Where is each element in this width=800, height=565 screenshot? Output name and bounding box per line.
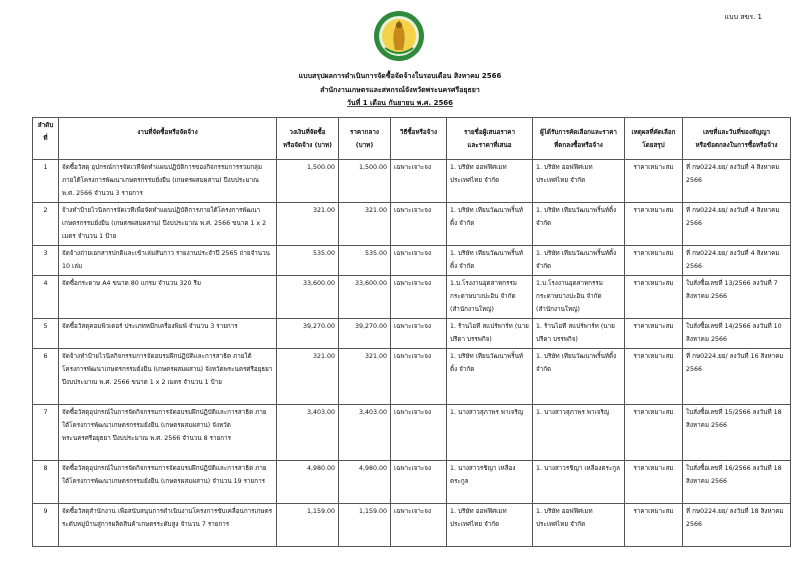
table-row [33,319,791,349]
row-contract: ที่ กษ0224.ยย/ ลงวันที่ 4 สิงหาคม 2566 [683,203,791,246]
row-median: 3,403.00 [339,405,391,461]
col-contract-header: เลขที่และวันที่ของสัญญา หรือข้อตกลงในการซื้อหรือจ้าง [683,118,791,160]
table-row [33,461,791,504]
row-budget: 4,980.00 [277,461,339,504]
row-no: 6 [33,349,59,405]
table-row [33,504,791,547]
row-no: 5 [33,319,59,349]
col-method-header: วิธีซื้อหรือจ้าง [391,118,447,160]
row-method: เฉพาะเจาะจง [391,504,447,547]
row-method: เฉพาะเจาะจง [391,319,447,349]
col-reason-header: เหตุผลที่คัดเลือก โดยสรุป [625,118,683,160]
row-budget: 321.00 [277,349,339,405]
row-contract: ที่ กษ0224.ยย/ ลงวันที่ 4 สิงหาคม 2566 [683,160,791,203]
row-median: 535.00 [339,246,391,276]
row-contract: ที่ กษ0224.ยย/ ลงวันที่ 4 สิงหาคม 2566 [683,246,791,276]
row-no: 2 [33,203,59,246]
row-winner: 1. บริษัท เทียนวัฒนาพริ้นท์ติ้ง จำกัด [533,246,625,276]
row-median: 321.00 [339,349,391,405]
row-item: จัดซื้อวัสดุสำนักงาน เพื่อสนับสนุนการดำเนินงานโครงการขับเคลื่อนการเกษตรระดับหมู่บ้านสู่การผลิตสินค้าเกษตรระดับสูง จำนวน 7 รายการ [59,504,277,547]
table-row [33,160,791,203]
table-row [33,203,791,246]
row-bidder: 1. บริษัท ออฟฟิศเมท ประเทศไทย จำกัด [447,504,533,547]
row-method: เฉพาะเจาะจง [391,461,447,504]
row-item: จัดซื้อกระดาษ A4 ขนาด 80 แกรม จำนวน 320 รีม [59,276,277,319]
table-row [33,276,791,319]
row-method: เฉพาะเจาะจง [391,203,447,246]
procurement-table [32,117,791,547]
row-no: 7 [33,405,59,461]
report-date: วันที่ 1 เดือน กันยายน พ.ศ. 2566 [346,99,454,107]
table-row [33,246,791,276]
row-winner: 1. นางสาวรชิญา เหลืองตระกูล [533,461,625,504]
col-median-header: ราคากลาง (บาท) [339,118,391,160]
row-bidder: 1. บริษัท เทียนวัฒนาพริ้นท์ติ้ง จำกัด [447,349,533,405]
row-winner: 1. บริษัท ออฟฟิศเมท ประเทศไทย จำกัด [533,504,625,547]
row-budget: 1,159.00 [277,504,339,547]
row-item: จัดซื้อวัสดุคอมพิวเตอร์ ประเภทหมึกเครื่องพิมพ์ จำนวน 3 รายการ [59,319,277,349]
row-reason: ราคาเหมาะสม [625,461,683,504]
row-winner: 1.บ.โรงงานอุตสาหกรรมกระดาษบางปะอิน จำกัด (สำนักงานใหญ่) [533,276,625,319]
row-budget: 321.00 [277,203,339,246]
row-reason: ราคาเหมาะสม [625,504,683,547]
row-no: 4 [33,276,59,319]
row-method: เฉพาะเจาะจง [391,405,447,461]
row-contract: ที่ กษ0224.ยย/ ลงวันที่ 18 สิงหาคม 2566 [683,504,791,547]
row-no: 8 [33,461,59,504]
row-contract: ใบสั่งซื้อเลขที่ 14/2566 ลงวันที่ 10 สิงหาคม 2566 [683,319,791,349]
row-item: จัดจ้างทำป้ายไวนิลกิจกรรมการจัดอบรมฝึกปฏิบัติและการสาธิต ภายใต้โครงการพัฒนาเกษตรกรรมยั่งยืน (เกษตรผสมผสาน) จังหวัดพระนครศรีอยุธยา ปีงบประมาณ พ.ศ. 2566 ขนาด 1 x 2 เมตร จำนวน 1 ป้าย [59,349,277,405]
row-contract: ใบสั่งซื้อเลขที่ 15/2566 ลงวันที่ 18 สิงหาคม 2566 [683,405,791,461]
row-contract: ใบสั่งซื้อเลขที่ 13/2566 ลงวันที่ 7 สิงหาคม 2566 [683,276,791,319]
table-row [33,349,791,405]
row-contract: ที่ กษ0224.ยย/ ลงวันที่ 16 สิงหาคม 2566 [683,349,791,405]
col-no-header: ลำดับที่ [33,118,59,160]
agency-name: สำนักงานเกษตรและสหกรณ์จังหวัดพระนครศรีอยุธยา [320,85,480,94]
row-reason: ราคาเหมาะสม [625,405,683,461]
row-reason: ราคาเหมาะสม [625,319,683,349]
row-no: 1 [33,160,59,203]
row-reason: ราคาเหมาะสม [625,276,683,319]
form-code: แบบ สขร. 1 [724,13,762,21]
row-item: จัดซื้อวัสดุอุปกรณ์ในการจัดกิจกรรมการจัดอบรมฝึกปฏิบัติและการสาธิต ภายใต้โครงการพัฒนาเกษตรกรรมยั่งยืน (เกษตรผสมผสาน) จังหวัดพระนครศรีอยุธยา ปีงบประมาณ พ.ศ. 2566 จำนวน 8 รายการ [59,405,277,461]
row-no: 9 [33,504,59,547]
row-bidder: 1. บริษัท ออฟฟิศเมท ประเทศไทย จำกัด [447,160,533,203]
row-median: 1,500.00 [339,160,391,203]
row-winner: 1. นางสาวสุภาพร พาเจริญ [533,405,625,461]
row-budget: 39,270.00 [277,319,339,349]
row-method: เฉพาะเจาะจง [391,276,447,319]
row-reason: ราคาเหมาะสม [625,203,683,246]
ministry-seal-logo [373,8,425,66]
col-winner-header: ผู้ได้รับการคัดเลือกและราคา ที่ตกลงซื้อหรือจ้าง [533,118,625,160]
row-reason: ราคาเหมาะสม [625,246,683,276]
row-bidder: 1. บริษัท เทียนวัฒนาพริ้นท์ติ้ง จำกัด [447,246,533,276]
row-bidder: 1. บริษัท เทียนวัฒนาพริ้นท์ติ้ง จำกัด [447,203,533,246]
row-winner: 1. บริษัท ออฟฟิศเมท ประเทศไทย จำกัด [533,160,625,203]
row-budget: 3,403.00 [277,405,339,461]
row-method: เฉพาะเจาะจง [391,349,447,405]
row-median: 1,159.00 [339,504,391,547]
row-reason: ราคาเหมาะสม [625,160,683,203]
row-no: 3 [33,246,59,276]
row-contract: ใบสั่งซื้อเลขที่ 16/2566 ลงวันที่ 18 สิงหาคม 2566 [683,461,791,504]
row-bidder: 1. นางสาวสุภาพร พาเจริญ [447,405,533,461]
row-median: 4,980.00 [339,461,391,504]
row-budget: 33,600.00 [277,276,339,319]
row-winner: 1. บริษัท เทียนวัฒนาพริ้นท์ติ้ง จำกัด [533,349,625,405]
row-bidder: 1.บ.โรงงานอุตสาหกรรมกระดาษบางปะอิน จำกัด (สำนักงานใหญ่) [447,276,533,319]
row-method: เฉพาะเจาะจง [391,246,447,276]
row-reason: ราคาเหมาะสม [625,349,683,405]
row-median: 33,600.00 [339,276,391,319]
row-median: 39,270.00 [339,319,391,349]
report-title: แบบสรุปผลการดำเนินการจัดซื้อจัดจ้างในรอบเดือน สิงหาคม 2566 [298,72,502,80]
row-item: จัดซื้อวัสดุอุปกรณ์ในการจัดกิจกรรมการจัดอบรมฝึกปฏิบัติและการสาธิต ภายใต้โครงการพัฒนาเกษตรกรรมยั่งยืน (เกษตรผสมผสาน) จำนวน 19 รายการ [59,461,277,504]
row-budget: 1,500.00 [277,160,339,203]
table-header-row [33,118,791,160]
table-row [33,405,791,461]
row-method: เฉพาะเจาะจง [391,160,447,203]
row-bidder: 1. ร้านไอที สแปร์พาร์ท (นายปรีดา บรรพกิจ) [447,319,533,349]
row-median: 321.00 [339,203,391,246]
col-budget-header: วงเงินที่จัดซื้อ หรือจัดจ้าง (บาท) [277,118,339,160]
row-winner: 1. ร้านไอที สแปร์พาร์ท (นายปรีดา บรรพกิจ) [533,319,625,349]
col-bidders-header: รายชื่อผู้เสนอราคา และราคาที่เสนอ [447,118,533,160]
row-bidder: 1. นางสาวรชิญา เหลืองตระกูล [447,461,533,504]
row-item: จัดซื้อวัสดุ อุปกรณ์การจัดเวทีจัดทำแผนปฏิบัติการของกิจกรรมการรวมกลุ่มภายใต้โครงการพัฒนาเกษตรกรรมยั่งยืน (เกษตรผสมผสาน) ปีงบประมาณ พ.ศ. 2566 จำนวน 3 รายการ [59,160,277,203]
row-item: จ้างทำป้ายไวนิลการจัดเวทีเพื่อจัดทำแผนปฏิบัติการภายใต้โครงการพัฒนาเกษตรกรรมยั่งยืน (เกษตรผสมผสาน) ปีงบประมาณ พ.ศ. 2566 ขนาด 1 x 2 เมตร จำนวน 1 ป้าย [59,203,277,246]
row-budget: 535.00 [277,246,339,276]
row-winner: 1. บริษัท เทียนวัฒนาพริ้นท์ติ้ง จำกัด [533,203,625,246]
col-item-header: งานที่จัดซื้อหรือจัดจ้าง [59,118,277,160]
row-item: จัดจ้างถ่ายเอกสารปกติและเข้าเล่มสันกาว รายงานประจำปี 2565 ถ่ายจำนวน 10 เล่ม [59,246,277,276]
